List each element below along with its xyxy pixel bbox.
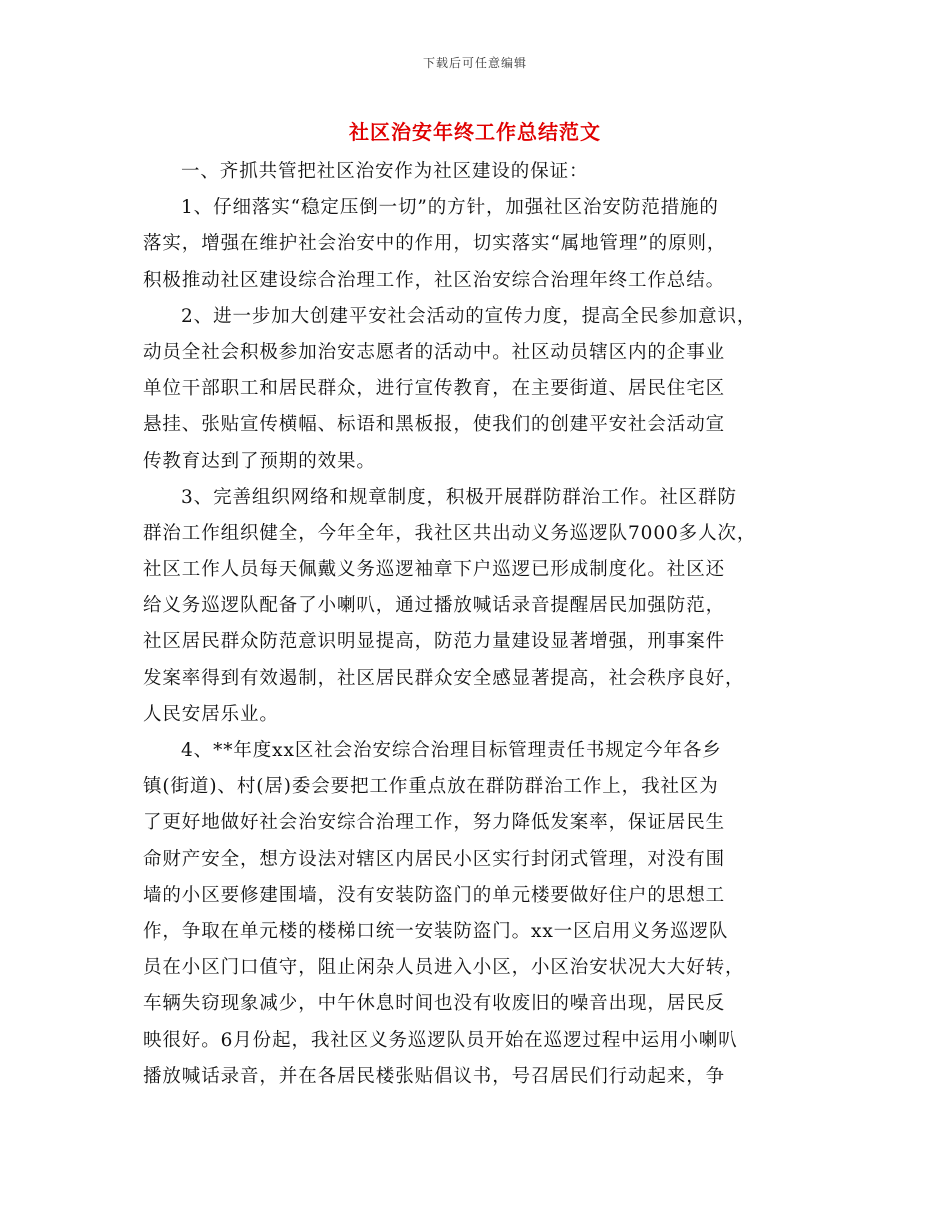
body-line: 积极推动社区建设综合治理工作，社区治安综合治理年终工作总结。 <box>143 269 726 291</box>
body-line: 1、仔细落实“稳定压倒一切”的方针，加强社区治安防范措施的 <box>181 197 719 219</box>
body-line: 2、进一步加大创建平安社会活动的宣传力度，提高全民参加意识， <box>181 305 757 327</box>
body-line: 给义务巡逻队配备了小喇叭，通过播放喊话录音提醒居民加强防范， <box>143 595 726 617</box>
body-line: 人民安居乐业。 <box>143 703 279 725</box>
body-line: 社区工作人员每天佩戴义务巡逻袖章下户巡逻已形成制度化。社区还 <box>143 559 726 581</box>
body-line: 传教育达到了预期的效果。 <box>143 450 376 472</box>
body-line: 社区居民群众防范意识明显提高，防范力量建设显著增强，刑事案件 <box>143 631 726 653</box>
body-line: 悬挂、张贴宣传横幅、标语和黑板报，使我们的创建平安社会活动宣 <box>143 414 726 436</box>
body-line: 动员全社会积极参加治安志愿者的活动中。社区动员辖区内的企事业 <box>143 341 726 363</box>
body-line: 命财产安全，想方设法对辖区内居民小区实行封闭式管理，对没有围 <box>143 848 726 870</box>
body-line: 播放喊话录音，并在各居民楼张贴倡议书，号召居民们行动起来，争 <box>143 1065 726 1087</box>
document-body <box>143 154 823 1095</box>
document-title: 社区治安年终工作总结范文 <box>349 120 601 144</box>
body-line: 员在小区门口值守，阻止闲杂人员进入小区，小区治安状况大大好转， <box>143 957 745 979</box>
body-line: 镇(街道)、村(居)委会要把工作重点放在群防群治工作上，我社区为 <box>143 776 719 798</box>
body-line: 了更好地做好社会治安综合治理工作，努力降低发案率，保证居民生 <box>143 812 726 834</box>
header-note: 下载后可任意编辑 <box>422 56 527 70</box>
body-line: 一、齐抓共管把社区治安作为社区建设的保证： <box>181 161 589 182</box>
body-line: 群治工作组织健全，今年全年，我社区共出动义务巡逻队7000多人次， <box>143 522 757 544</box>
body-line: 3、完善组织网络和规章制度，积极开展群防群治工作。社区群防 <box>181 486 737 508</box>
body-line: 发案率得到有效遏制，社区居民群众安全感显著提高，社会秩序良好， <box>143 667 745 689</box>
body-line: 作，争取在单元楼的楼梯口统一安装防盗门。xx一区启用义务巡逻队 <box>143 920 729 942</box>
body-line: 落实，增强在维护社会治安中的作用，切实落实“属地管理”的原则， <box>143 233 727 255</box>
body-line: 单位干部职工和居民群众，进行宣传教育，在主要街道、居民住宅区 <box>143 378 726 400</box>
body-line: 映很好。6月份起，我社区义务巡逻队员开始在巡逻过程中运用小喇叭 <box>143 1029 738 1051</box>
body-line: 4、**年度xx区社会治安综合治理目标管理责任书规定今年各乡 <box>181 740 722 761</box>
body-line: 车辆失窃现象减少，中午休息时间也没有收废旧的噪音出现，居民反 <box>143 993 726 1015</box>
body-line: 墙的小区要修建围墙，没有安装防盗门的单元楼要做好住户的思想工 <box>143 884 726 906</box>
